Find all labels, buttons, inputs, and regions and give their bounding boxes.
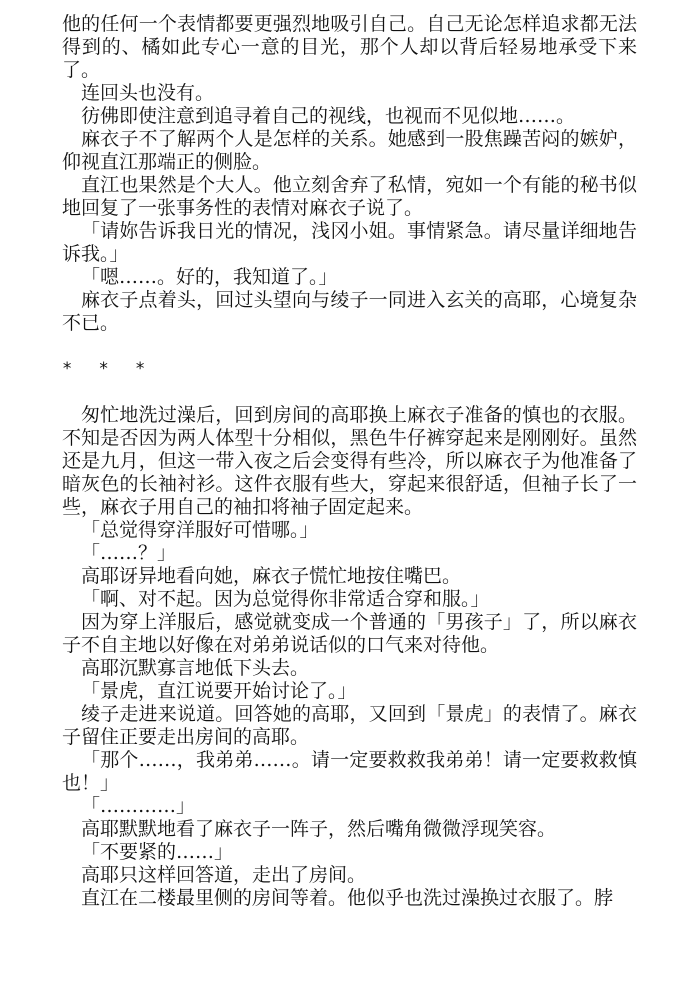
paragraph: 连回头也没有。: [81, 82, 215, 104]
paragraph: 匆忙地洗过澡后，回到房间的高耶换上麻衣子准备的慎也的衣服。不知是否因为两人体型十分相似，黑色牛仔裤穿起来是刚刚好。虽然还是九月，但这一带入夜之后会变得有些冷，所以麻衣子为他准备了暗灰色的长袖衬衫。这件衣服有些大，穿起来很舒适，但袖子长了一些，麻衣子用自己的袖扣将袖子固定起来。: [62, 404, 637, 518]
paragraph: 他的任何一个表情都要更强烈地吸引自己。自己无论怎样追求都无法得到的、橘如此专心一意的目光，那个人却以背后轻易地承受下来了。: [62, 13, 637, 81]
paragraph: 因为穿上洋服后，感觉就变成一个普通的「男孩子」了，所以麻衣子不自主地以好像在对弟弟说话似的口气来对待他。: [62, 611, 637, 656]
dialogue-line: 「嗯……。好的，我知道了。」: [81, 266, 338, 288]
document-page: [62, 13, 637, 910]
paragraph: 高耶讶异地看向她，麻衣子慌忙地按住嘴巴。: [81, 565, 462, 587]
dialogue-line: 「请妳告诉我日光的情况，浅冈小姐。事情紧急。请尽量详细地告诉我。」: [62, 220, 637, 265]
blank-line: [62, 335, 637, 358]
paragraph: 麻衣子不了解两个人是怎样的关系。她感到一股焦躁苦闷的嫉妒，仰视直江那端正的侧脸。: [62, 128, 637, 173]
paragraph: 直江在二楼最里侧的房间等着。他似乎也洗过澡换过衣服了。脖: [81, 887, 614, 909]
dialogue-line: 「……？」: [81, 542, 177, 564]
paragraph: 彷佛即使注意到追寻着自己的视线，也视而不见似地……。: [81, 105, 576, 127]
dialogue-line: 「总觉得穿洋服好可惜哪。」: [81, 519, 319, 541]
dialogue-line: 「啊、对不起。因为总觉得你非常适合穿和服。」: [81, 588, 490, 610]
paragraph: 高耶只这样回答道，走出了房间。: [81, 864, 367, 886]
dialogue-line: 「那个……，我弟弟……。请一定要救救我弟弟！请一定要救救慎也！」: [62, 749, 637, 794]
paragraph: 麻衣子点着头，回过头望向与绫子一同进入玄关的高耶，心境复杂不已。: [62, 289, 637, 334]
dialogue-line: 「不要紧的……」: [81, 841, 234, 863]
paragraph: 高耶沉默寡言地低下头去。: [81, 657, 310, 679]
blank-line: [62, 381, 637, 404]
paragraph: 高耶默默地看了麻衣子一阵子，然后嘴角微微浮现笑容。: [81, 818, 557, 840]
paragraph: 绫子走进来说道。回答她的高耶，又回到「景虎」的表情了。麻衣子留住正要走出房间的高耶。: [62, 703, 637, 748]
dialogue-line: 「…………」: [81, 795, 196, 817]
dialogue-line: 「景虎，直江说要开始讨论了。」: [81, 680, 357, 702]
section-break: * * *: [62, 359, 154, 379]
paragraph: 直江也果然是个大人。他立刻舍弃了私情，宛如一个有能的秘书似地回复了一张事务性的表情对麻衣子说了。: [62, 174, 637, 219]
